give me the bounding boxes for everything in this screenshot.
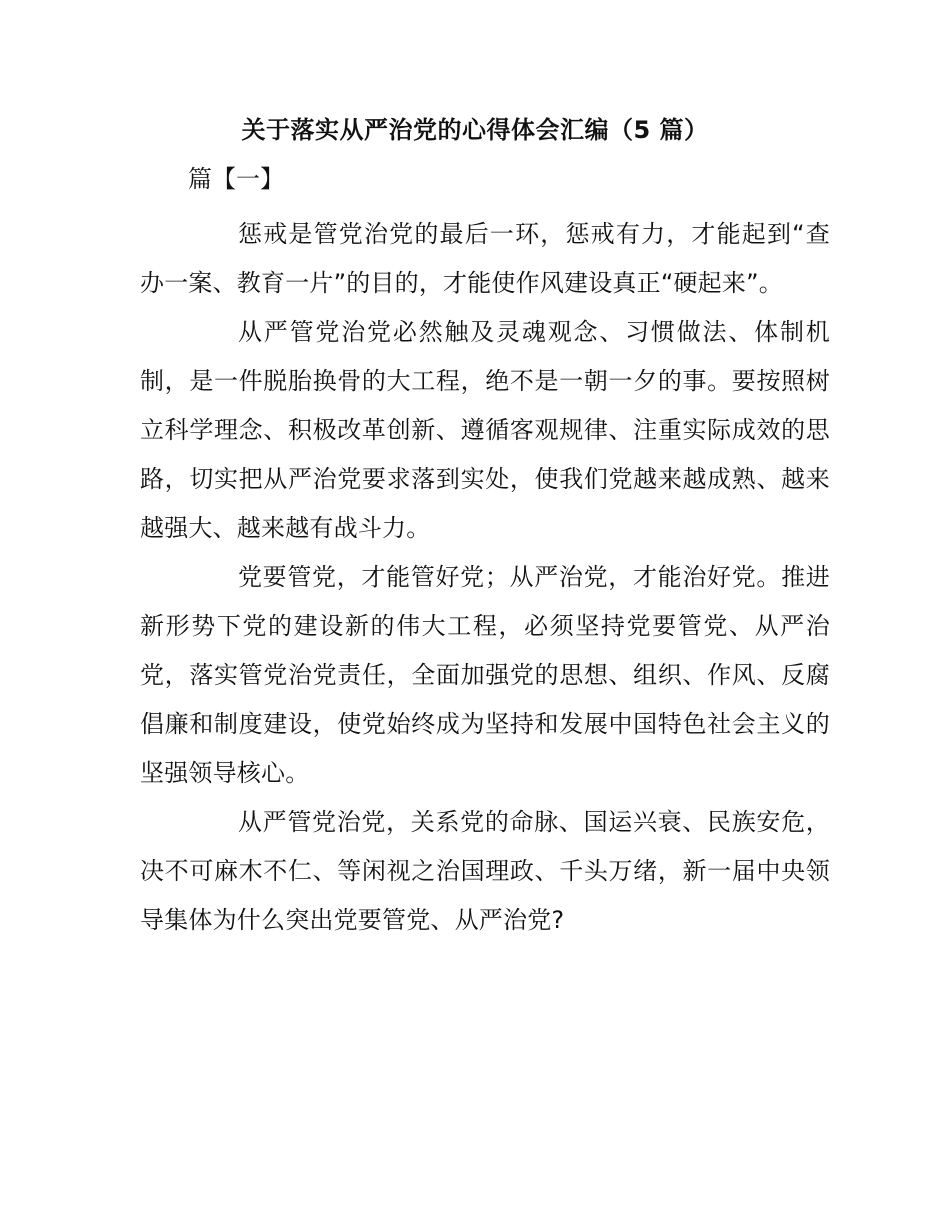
paragraph-1: 惩戒是管党治党的最后一环，惩戒有力，才能起到“查办一案、教育一片”的目的，才能使作风建设真正“硬起来”。 [140,220,830,297]
paragraph-3: 党要管党，才能管好党；从严治党，才能治好党。推进新形势下党的建设新的伟大工程，必须坚持党要管党、从严治党，落实管党治党责任，全面加强党的思想、组织、作风、反腐倡廉和制度建设，使党始终成为坚持和发展中国特色社会主义的坚强领导核心。 [140,563,830,787]
document-body [140,210,830,945]
document-title: 关于落实从严治党的心得体会汇编（5 篇） [241,116,709,144]
paragraph-2: 从严管党治党必然触及灵魂观念、习惯做法、体制机制，是一件脱胎换骨的大工程，绝不是一朝一夕的事。要按照树立科学理念、积极改革创新、遵循客观规律、注重实际成效的思路，切实把从严治党要求落到实处，使我们党越来越成熟、越来越强大、越来越有战斗力。 [140,318,830,542]
paragraph-4: 从严管党治党，关系党的命脉、国运兴衰、民族安危，决不可麻木不仁、等闲视之治国理政、千头万绪，新一届中央领导集体为什么突出党要管党、从严治党? [140,808,830,934]
section-heading: 篇【一】 [188,165,284,193]
